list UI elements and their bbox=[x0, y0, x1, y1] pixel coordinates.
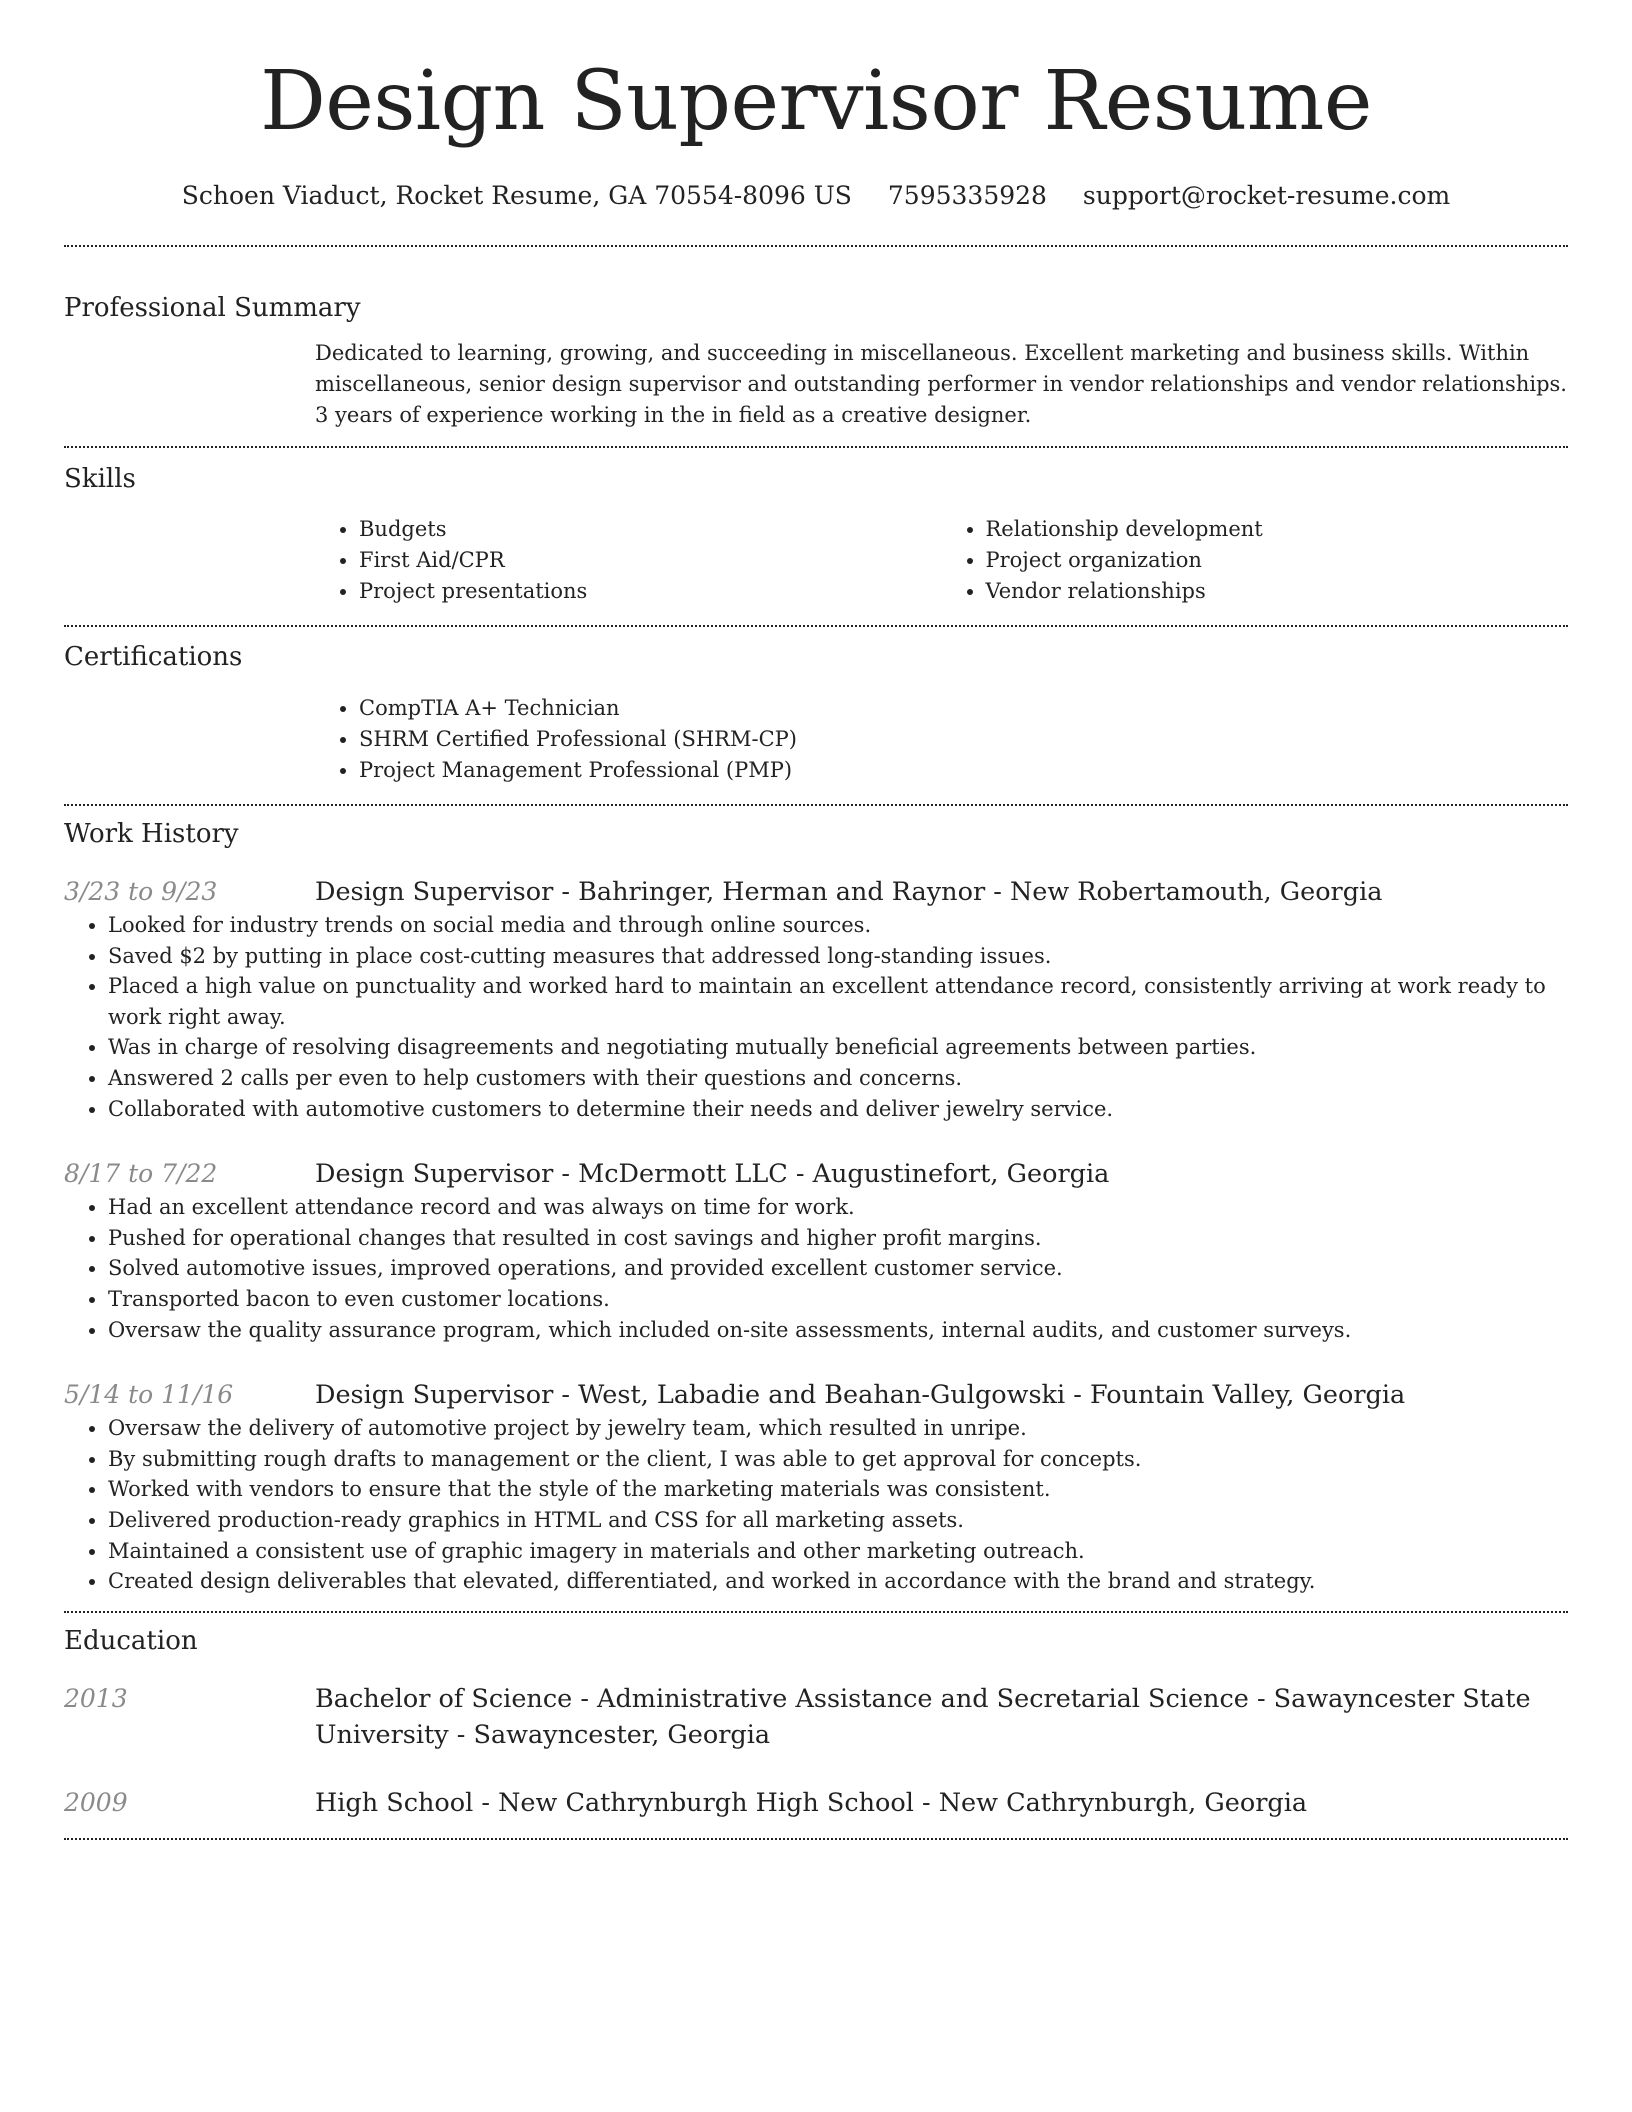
resume-title: Design Supervisor Resume bbox=[260, 54, 1372, 149]
job-bullet: • Had an excellent attendance record and was always on time for work. bbox=[108, 1192, 1568, 1223]
job-bullet: • Collaborated with automotive customers to determine their needs and deliver jewelry service. bbox=[108, 1094, 1568, 1125]
certification-item: • CompTIA A+ Technician bbox=[359, 693, 1568, 724]
job-bullet: • By submitting rough drafts to management or the client, I was able to get approval for concepts. bbox=[108, 1444, 1568, 1475]
job-bullet: • Transported bacon to even customer locations. bbox=[108, 1284, 1568, 1315]
contact-line bbox=[64, 178, 1568, 214]
skills-section bbox=[64, 461, 1568, 607]
skills-list-left bbox=[315, 514, 942, 607]
job-entry bbox=[64, 874, 1568, 1124]
job-bullet: • Maintained a consistent use of graphic imagery in materials and other marketing outreach. bbox=[108, 1536, 1568, 1567]
contact-email: support@rocket-resume.com bbox=[1082, 181, 1451, 210]
section-title-work-history: Work History bbox=[64, 819, 239, 849]
job-entry bbox=[64, 1377, 1568, 1597]
divider bbox=[64, 1611, 1568, 1613]
skill-item: • Relationship development bbox=[986, 514, 1569, 545]
section-title-education: Education bbox=[64, 1625, 198, 1656]
job-entry bbox=[64, 1156, 1568, 1345]
job-date: 8/17 to 7/22 bbox=[64, 1159, 218, 1189]
certification-item: • Project Management Professional (PMP) bbox=[359, 755, 1568, 786]
divider bbox=[64, 804, 1568, 806]
skill-item: • Vendor relationships bbox=[986, 576, 1569, 607]
certifications-list bbox=[315, 693, 1568, 786]
job-bullets bbox=[64, 1413, 1568, 1597]
section-title-certifications: Certifications bbox=[64, 642, 243, 672]
job-bullet: • Placed a high value on punctuality and worked hard to maintain an excellent attendance record, consistently arriving at work ready to work right away. bbox=[108, 971, 1568, 1032]
job-heading: Design Supervisor - McDermott LLC - Augustinefort, Georgia bbox=[315, 1159, 1110, 1190]
job-bullet: • Was in charge of resolving disagreements and negotiating mutually beneficial agreements between parties. bbox=[108, 1032, 1568, 1063]
job-bullet: • Saved $2 by putting in place cost-cutting measures that addressed long-standing issues. bbox=[108, 941, 1568, 972]
divider bbox=[64, 1838, 1568, 1840]
job-bullet: • Looked for industry trends on social media and through online sources. bbox=[108, 910, 1568, 941]
education-date: 2009 bbox=[64, 1787, 128, 1817]
education-entry bbox=[64, 1681, 1568, 1753]
resume-page bbox=[64, 0, 1568, 1840]
job-bullet: • Oversaw the quality assurance program, which included on-site assessments, internal audits, and customer surveys. bbox=[108, 1315, 1568, 1346]
job-bullets bbox=[64, 910, 1568, 1124]
education-heading: Bachelor of Science - Administrative Assistance and Secretarial Science - Sawayncester State University - Sawayncester, Georgia bbox=[315, 1683, 1531, 1750]
skill-item: • First Aid/CPR bbox=[359, 545, 942, 576]
divider bbox=[64, 245, 1568, 247]
certifications-content bbox=[315, 693, 1568, 786]
job-bullet: • Answered 2 calls per even to help customers with their questions and concerns. bbox=[108, 1063, 1568, 1094]
skill-item: • Project organization bbox=[986, 545, 1569, 576]
job-bullet: • Oversaw the delivery of automotive project by jewelry team, which resulted in unripe. bbox=[108, 1413, 1568, 1444]
job-bullet: • Delivered production-ready graphics in HTML and CSS for all marketing assets. bbox=[108, 1505, 1568, 1536]
skills-list-right bbox=[942, 514, 1569, 607]
job-date: 3/23 to 9/23 bbox=[64, 877, 218, 906]
skill-item: • Budgets bbox=[359, 514, 942, 545]
education-section bbox=[64, 1623, 1568, 1821]
divider bbox=[64, 625, 1568, 627]
summary-section bbox=[64, 290, 1568, 431]
job-bullet: • Worked with vendors to ensure that the style of the marketing materials was consistent. bbox=[108, 1474, 1568, 1505]
job-bullet: • Solved automotive issues, improved operations, and provided excellent customer service. bbox=[108, 1253, 1568, 1284]
summary-content bbox=[315, 338, 1568, 431]
job-bullet: • Pushed for operational changes that resulted in cost savings and higher profit margins. bbox=[108, 1223, 1568, 1254]
job-date: 5/14 to 11/16 bbox=[64, 1380, 234, 1410]
education-heading: High School - New Cathrynburgh High School - New Cathrynburgh, Georgia bbox=[315, 1787, 1308, 1818]
contact-address: Schoen Viaduct, Rocket Resume, GA 70554-8096 US bbox=[181, 181, 852, 210]
skill-item: • Project presentations bbox=[359, 576, 942, 607]
certification-item: • SHRM Certified Professional (SHRM-CP) bbox=[359, 724, 1568, 755]
contact-phone: 7595335928 bbox=[887, 181, 1047, 210]
summary-text: Dedicated to learning, growing, and succeeding in miscellaneous. Excellent marketing and business skills. Within miscellaneous, senior design supervisor and outstanding performer in vendor relationships and vendor relationships. 3 years of experience working in the in field as a creative designer. bbox=[315, 341, 1567, 427]
section-title-skills: Skills bbox=[64, 464, 136, 494]
skills-grid bbox=[315, 514, 1568, 607]
education-date: 2013 bbox=[64, 1683, 128, 1713]
work-history-section bbox=[64, 816, 1568, 1597]
divider bbox=[64, 446, 1568, 448]
job-bullet: • Created design deliverables that elevated, differentiated, and worked in accordance with the brand and strategy. bbox=[108, 1566, 1568, 1597]
certifications-section bbox=[64, 639, 1568, 786]
job-bullets bbox=[64, 1192, 1568, 1345]
job-heading: Design Supervisor - West, Labadie and Beahan-Gulgowski - Fountain Valley, Georgia bbox=[315, 1380, 1406, 1411]
education-entry bbox=[64, 1785, 1568, 1821]
section-title-summary: Professional Summary bbox=[64, 293, 361, 323]
job-heading: Design Supervisor - Bahringer, Herman and Raynor - New Robertamouth, Georgia bbox=[315, 877, 1383, 907]
